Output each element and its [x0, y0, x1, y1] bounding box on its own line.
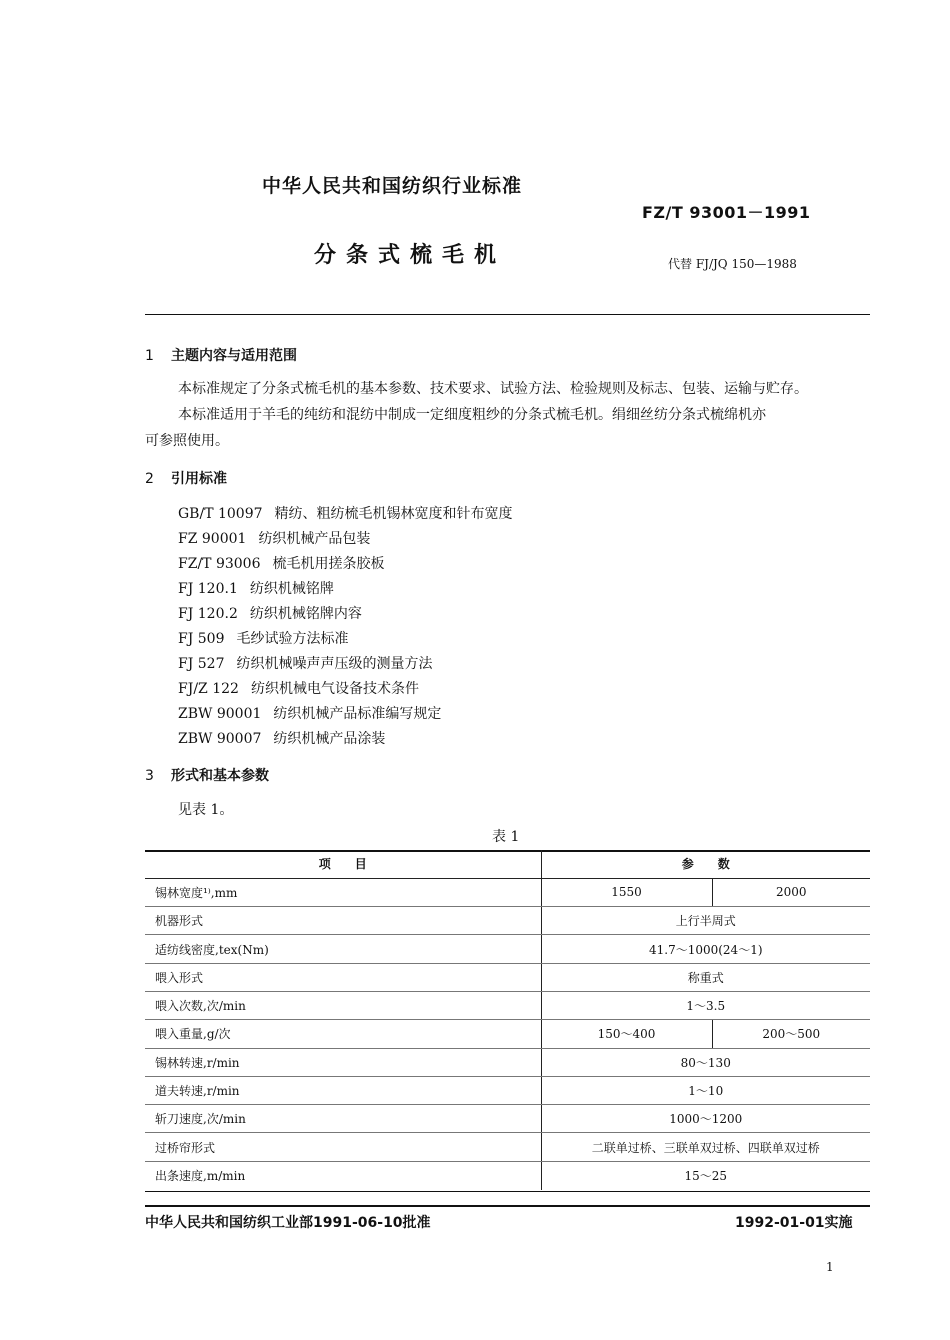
- reference-code: FZ 90001: [178, 531, 247, 547]
- section-1-heading: [145, 345, 297, 365]
- row-value: 上行半周式: [541, 907, 870, 935]
- reference-item: [178, 528, 370, 548]
- table-row: [145, 1161, 870, 1189]
- reference-item: [178, 603, 362, 623]
- row-item: 出条速度,m/min: [155, 1169, 246, 1184]
- table-row: [145, 878, 870, 906]
- table-row: [145, 1105, 870, 1133]
- approval-date: 中华人民共和国纺织工业部1991-06-10批准: [145, 1215, 431, 1231]
- section-number: 3: [145, 768, 154, 784]
- row-item: 锡林转速,r/min: [145, 1048, 541, 1076]
- row-item: 喂入重量,g/次: [145, 1020, 541, 1048]
- reference-code: FJ 527: [178, 656, 225, 672]
- section-1-paragraph-1: 本标准规定了分条式梳毛机的基本参数、技术要求、试验方法、检验规则及标志、包装、运输与贮存。: [178, 381, 808, 397]
- header-params: 参 数: [541, 850, 870, 878]
- reference-item: [178, 628, 349, 648]
- section-number: 2: [145, 471, 154, 487]
- section-2-heading: [145, 468, 227, 488]
- replaces-note: 代替 FJ/JQ 150—1988: [668, 257, 797, 271]
- row-value: 200～500: [712, 1020, 870, 1048]
- reference-code: FZ/T 93006: [178, 556, 261, 572]
- table-row: [145, 1020, 870, 1048]
- reference-item: [178, 728, 385, 748]
- reference-title: 纺织机械铭牌: [249, 581, 334, 597]
- table-row: [145, 1048, 870, 1076]
- row-item: 适纺线密度,tex(Nm): [145, 935, 541, 963]
- row-value: 1～10: [541, 1076, 870, 1104]
- table-row: [145, 963, 870, 991]
- reference-item: [178, 553, 384, 573]
- row-value: 1～3.5: [541, 991, 870, 1019]
- row-value: 1000～1200: [541, 1105, 870, 1133]
- table-row: [145, 1076, 870, 1104]
- effective-date: 1992-01-01实施: [735, 1215, 853, 1231]
- section-3-paragraph: 见表 1。: [178, 802, 234, 818]
- reference-item: [178, 578, 334, 598]
- reference-title: 毛纱试验方法标准: [236, 631, 349, 647]
- reference-title: 纺织机械产品标准编写规定: [273, 706, 442, 722]
- reference-title: 纺织机械铭牌内容: [249, 606, 362, 622]
- row-value: 称重式: [541, 963, 870, 991]
- row-item: 道夫转速,r/min: [145, 1076, 541, 1104]
- row-value: 150～400: [541, 1020, 712, 1048]
- page-number: 1: [826, 1260, 834, 1274]
- row-item: 喂入形式: [145, 963, 541, 991]
- section-3-heading: [145, 765, 269, 785]
- reference-code: FJ 120.2: [178, 606, 238, 622]
- reference-title: 梳毛机用搓条胶板: [272, 556, 385, 572]
- reference-code: ZBW 90007: [178, 731, 262, 747]
- section-1-paragraph-2-cont: 可参照使用。: [145, 433, 229, 449]
- reference-title: 纺织机械产品包装: [258, 531, 371, 547]
- row-value: 15～25: [541, 1161, 870, 1189]
- row-item: 机器形式: [145, 907, 541, 935]
- header-item: 项 目: [145, 850, 541, 878]
- table-bottom-rule: [145, 1191, 870, 1192]
- parameters-table: [145, 850, 870, 1190]
- row-value: 80～130: [541, 1048, 870, 1076]
- reference-item: [178, 653, 433, 673]
- reference-item: [178, 503, 513, 523]
- reference-code: FJ 509: [178, 631, 225, 647]
- table-row: [145, 907, 870, 935]
- section-number: 1: [145, 348, 154, 364]
- row-value: 41.7～1000(24～1): [541, 935, 870, 963]
- table-header-row: [145, 850, 870, 878]
- reference-code: GB/T 10097: [178, 506, 263, 522]
- table-row: [145, 935, 870, 963]
- reference-item: [178, 678, 419, 698]
- section-title: 形式和基本参数: [171, 768, 269, 784]
- row-value: 1550: [541, 878, 712, 906]
- reference-item: [178, 703, 441, 723]
- reference-code: ZBW 90001: [178, 706, 262, 722]
- section-title: 引用标准: [171, 471, 227, 487]
- standard-number: FZ/T 93001－1991: [642, 203, 811, 222]
- reference-title: 纺织机械电气设备技术条件: [250, 681, 419, 697]
- reference-title: 纺织机械噪声声压级的测量方法: [236, 656, 433, 672]
- reference-code: FJ 120.1: [178, 581, 238, 597]
- row-item: 过桥帘形式: [145, 1133, 541, 1161]
- row-item: 喂入次数,次/min: [145, 991, 541, 1019]
- header-divider: [145, 314, 870, 315]
- document-title: 分条式梳毛机: [314, 243, 507, 268]
- section-1-paragraph-2: 本标准适用于羊毛的纯纺和混纺中制成一定细度粗纱的分条式梳毛机。绢细丝纺分条式梳绵机亦: [178, 407, 766, 423]
- reference-title: 精纺、粗纺梳毛机锡林宽度和针布宽度: [274, 506, 513, 522]
- table-row: [145, 991, 870, 1019]
- reference-code: FJ/Z 122: [178, 681, 239, 697]
- table-caption: 表 1: [492, 829, 520, 845]
- row-item: 锡林宽度¹⁾,mm: [145, 878, 541, 906]
- table-row: [145, 1133, 870, 1161]
- reference-title: 纺织机械产品涂装: [273, 731, 386, 747]
- row-value: 二联单过桥、三联单双过桥、四联单双过桥: [541, 1133, 870, 1161]
- organization-title: 中华人民共和国纺织行业标准: [262, 175, 523, 197]
- row-item: 斩刀速度,次/min: [145, 1105, 541, 1133]
- footer-divider: [145, 1205, 870, 1207]
- row-value: 2000: [712, 878, 870, 906]
- section-title: 主题内容与适用范围: [171, 348, 297, 364]
